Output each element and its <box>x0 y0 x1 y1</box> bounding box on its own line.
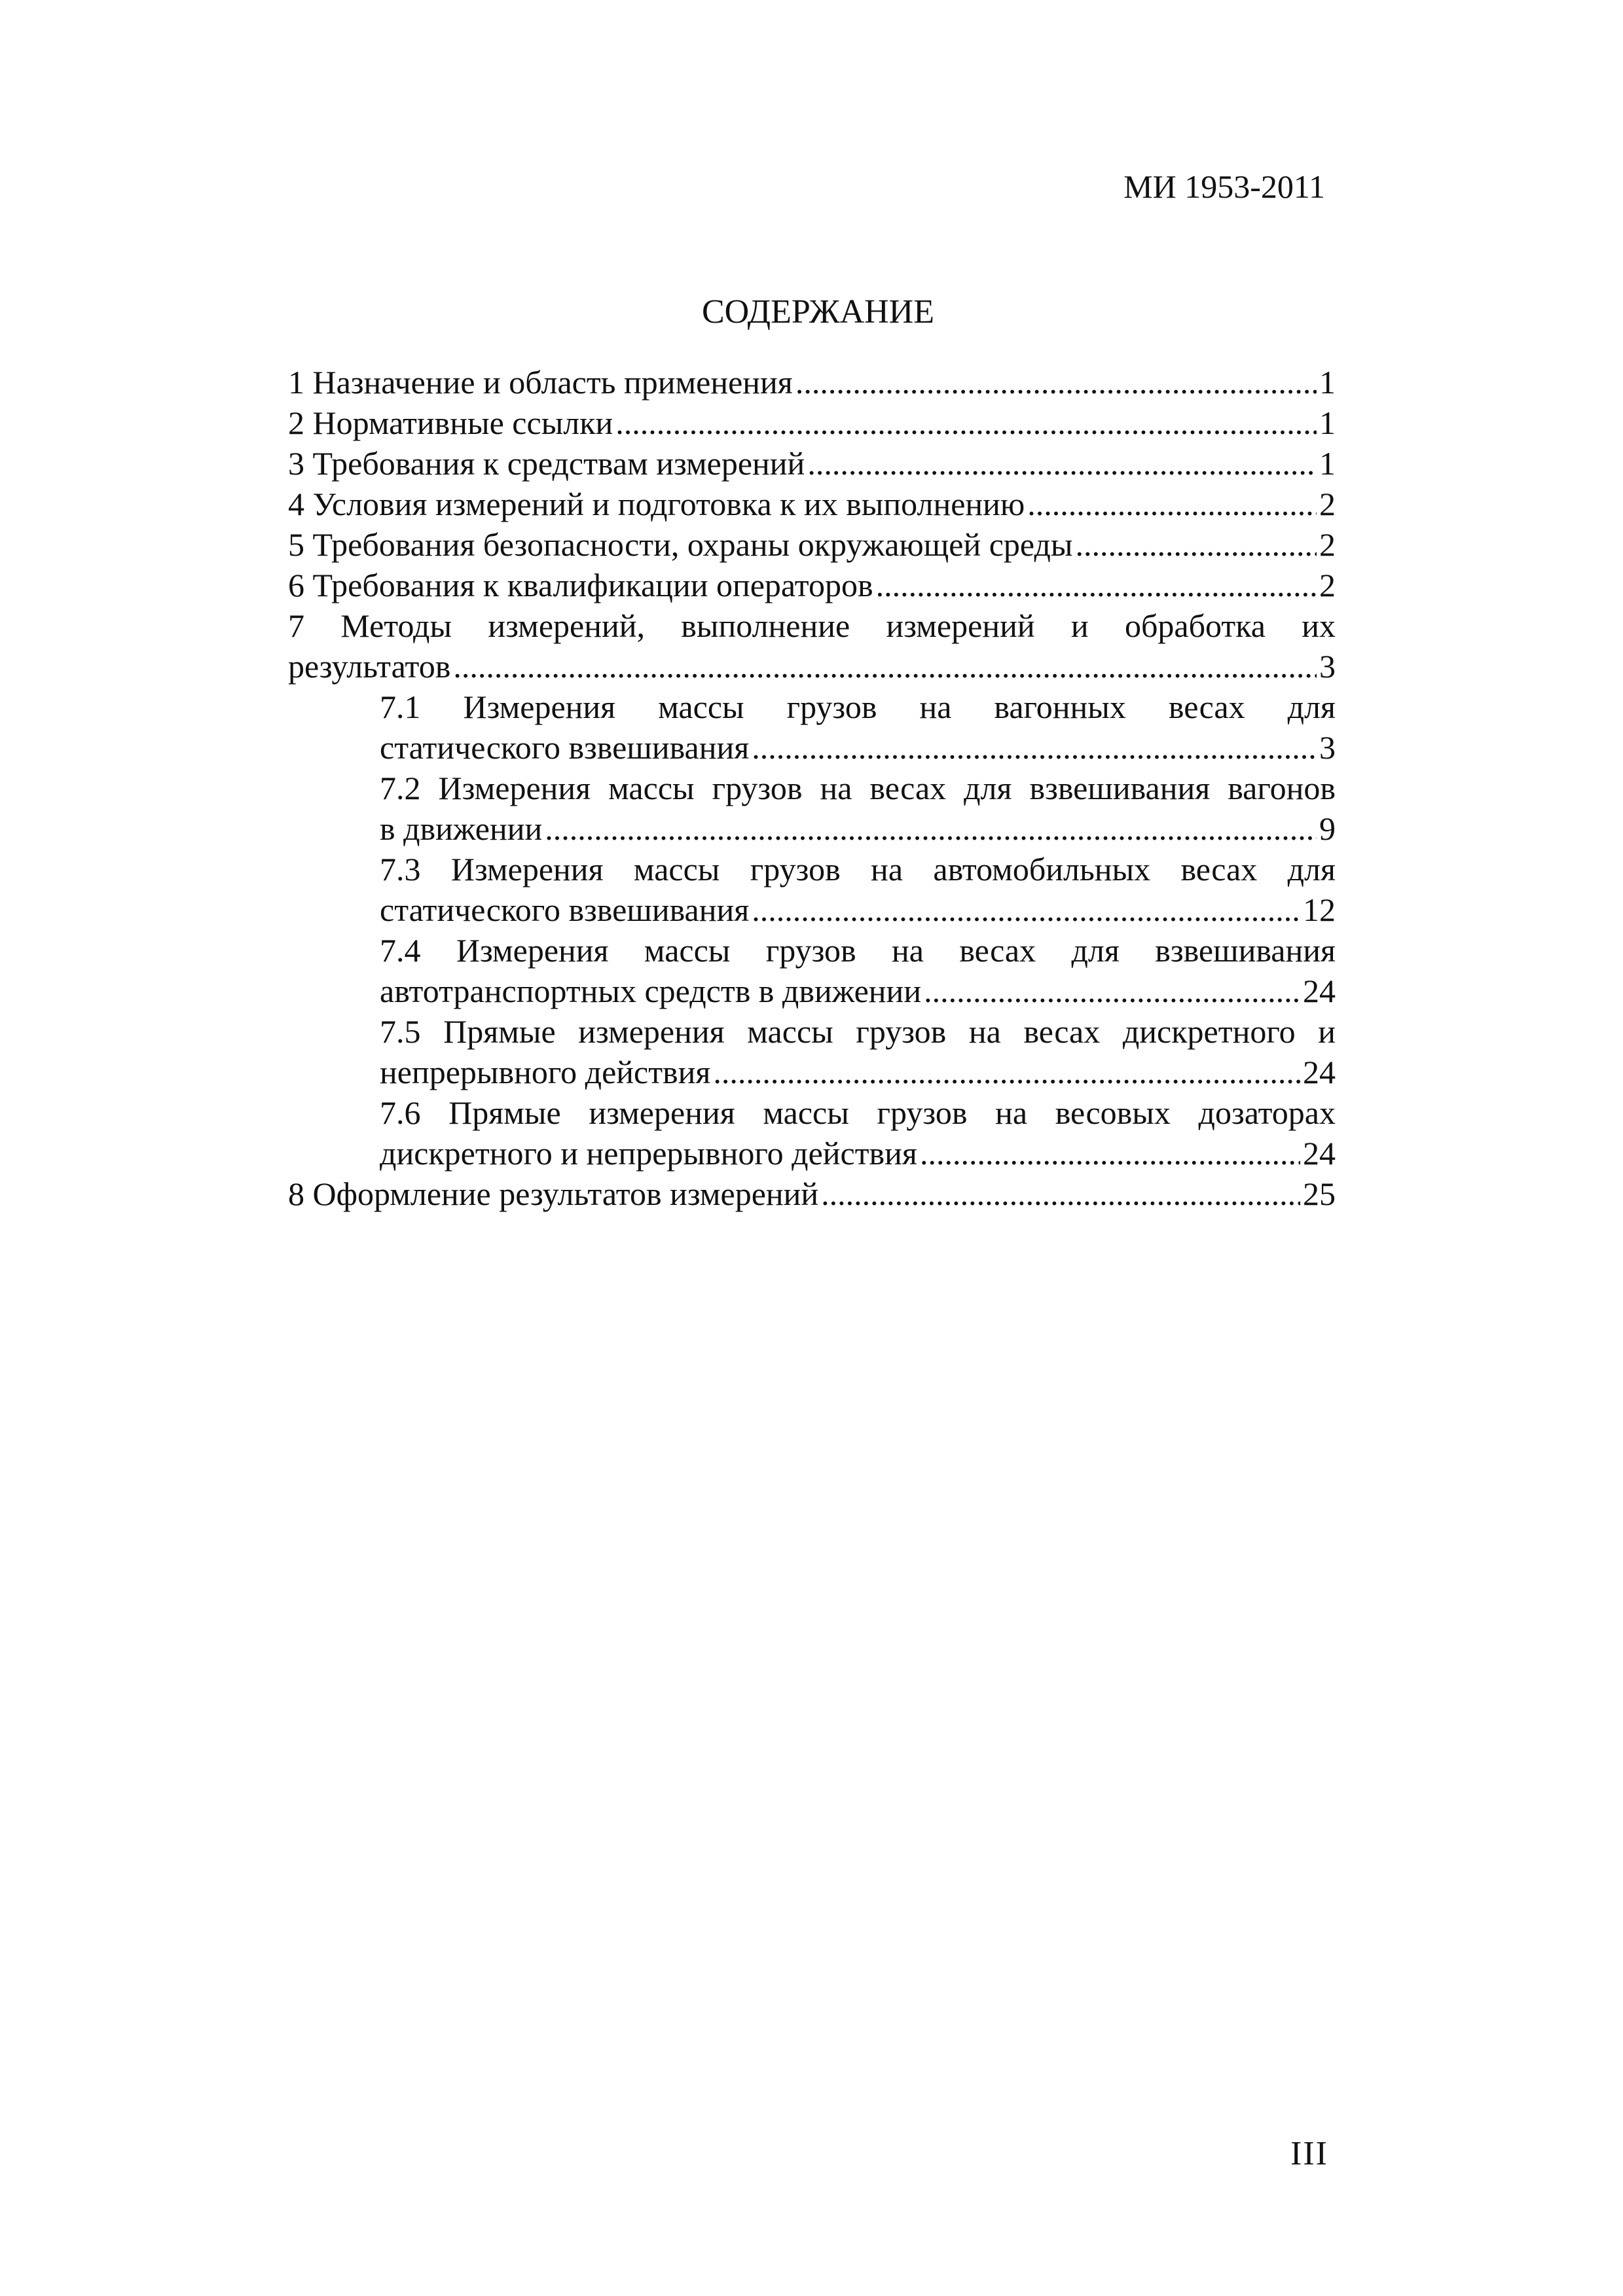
toc-leader-dots <box>1076 524 1317 565</box>
toc-entry-page: 1 <box>1319 404 1336 441</box>
toc-entry-7-6[interactable] <box>288 1092 1336 1174</box>
toc-leader-dots <box>876 565 1317 605</box>
toc-entry-lead: 7.1 Измерения массы грузов на вагонных весах для <box>380 689 1336 725</box>
toc-entry-text: непрерывного действия <box>380 1054 711 1090</box>
toc-entry-page: 24 <box>1303 973 1336 1009</box>
toc-entry-lead: 7.6 Прямые измерения массы грузов на весовых дозаторах <box>380 1094 1336 1131</box>
toc-entry-text: дискретного и непрерывного действия <box>380 1135 917 1172</box>
toc-leader-dots <box>752 889 1300 930</box>
toc-leader-dots <box>453 646 1317 687</box>
toc-leader-dots <box>795 362 1317 403</box>
toc-entry-page: 25 <box>1303 1175 1336 1212</box>
toc-entry-text: статического взвешивания <box>380 891 750 928</box>
toc-entry-lead: 7.2 Измерения массы грузов на весах для взвешивания вагонов <box>380 770 1336 806</box>
toc-entry-page: 24 <box>1303 1135 1336 1172</box>
toc-leader-dots <box>924 971 1300 1011</box>
toc-entry-8[interactable] <box>288 1174 1336 1214</box>
toc-entry-2[interactable] <box>288 403 1336 443</box>
toc-entry-1[interactable] <box>288 362 1336 403</box>
toc-leader-dots <box>713 1052 1300 1092</box>
toc-entry-text: 6 Требования к квалификации операторов <box>288 567 873 603</box>
toc-entry-text: автотранспортных средств в движении <box>380 973 922 1009</box>
toc-entry-7-1[interactable] <box>288 687 1336 768</box>
toc-entry-page: 3 <box>1319 729 1336 766</box>
toc-entry-lead: 7 Методы измерений, выполнение измерений и обработка их <box>288 607 1336 644</box>
toc-title: СОДЕРЖАНИЕ <box>702 293 934 331</box>
toc-leader-dots <box>821 1174 1300 1214</box>
toc-entry-text: в движении <box>380 810 543 847</box>
toc-entry-text: 5 Требования безопасности, охраны окружающей среды <box>288 526 1073 563</box>
toc-leader-dots <box>752 727 1317 768</box>
toc-entry-text: 3 Требования к средствам измерений <box>288 445 805 482</box>
toc-leader-dots <box>615 403 1317 443</box>
toc-entry-6[interactable] <box>288 565 1336 605</box>
toc-entry-5[interactable] <box>288 524 1336 565</box>
toc-entry-page: 24 <box>1303 1054 1336 1090</box>
toc-leader-dots <box>545 808 1317 849</box>
toc-entry-lead: 7.3 Измерения массы грузов на автомобильных весах для <box>380 851 1336 888</box>
toc-entry-lead: 7.5 Прямые измерения массы грузов на весах дискретного и <box>380 1013 1336 1050</box>
table-of-contents <box>288 362 1336 1214</box>
toc-entry-page: 2 <box>1319 526 1336 563</box>
toc-entry-page: 12 <box>1303 891 1336 928</box>
toc-entry-7-3[interactable] <box>288 849 1336 930</box>
toc-leader-dots <box>920 1133 1300 1174</box>
toc-entry-text: 8 Оформление результатов измерений <box>288 1175 819 1212</box>
toc-entry-page: 9 <box>1319 810 1336 847</box>
toc-entry-text: статического взвешивания <box>380 729 750 766</box>
toc-entry-text: результатов <box>288 648 451 685</box>
toc-entry-text: 4 Условия измерений и подготовка к их выполнению <box>288 486 1025 522</box>
document-code: МИ 1953-2011 <box>1123 168 1325 205</box>
toc-entry-text: 2 Нормативные ссылки <box>288 404 613 441</box>
toc-entry-3[interactable] <box>288 443 1336 484</box>
toc-leader-dots <box>807 443 1317 484</box>
toc-entry-page: 1 <box>1319 445 1336 482</box>
toc-entry-7-4[interactable] <box>288 930 1336 1011</box>
toc-entry-7[interactable] <box>288 605 1336 687</box>
toc-entry-4[interactable] <box>288 484 1336 524</box>
page-number: III <box>1290 2135 1328 2172</box>
toc-entry-page: 3 <box>1319 648 1336 685</box>
toc-leader-dots <box>1027 484 1317 524</box>
toc-entry-lead: 7.4 Измерения массы грузов на весах для взвешивания <box>380 932 1336 969</box>
toc-entry-7-5[interactable] <box>288 1011 1336 1092</box>
toc-entry-text: 1 Назначение и область применения <box>288 364 793 401</box>
toc-entry-page: 2 <box>1319 486 1336 522</box>
toc-entry-page: 1 <box>1319 364 1336 401</box>
toc-entry-7-2[interactable] <box>288 768 1336 849</box>
toc-entry-page: 2 <box>1319 567 1336 603</box>
